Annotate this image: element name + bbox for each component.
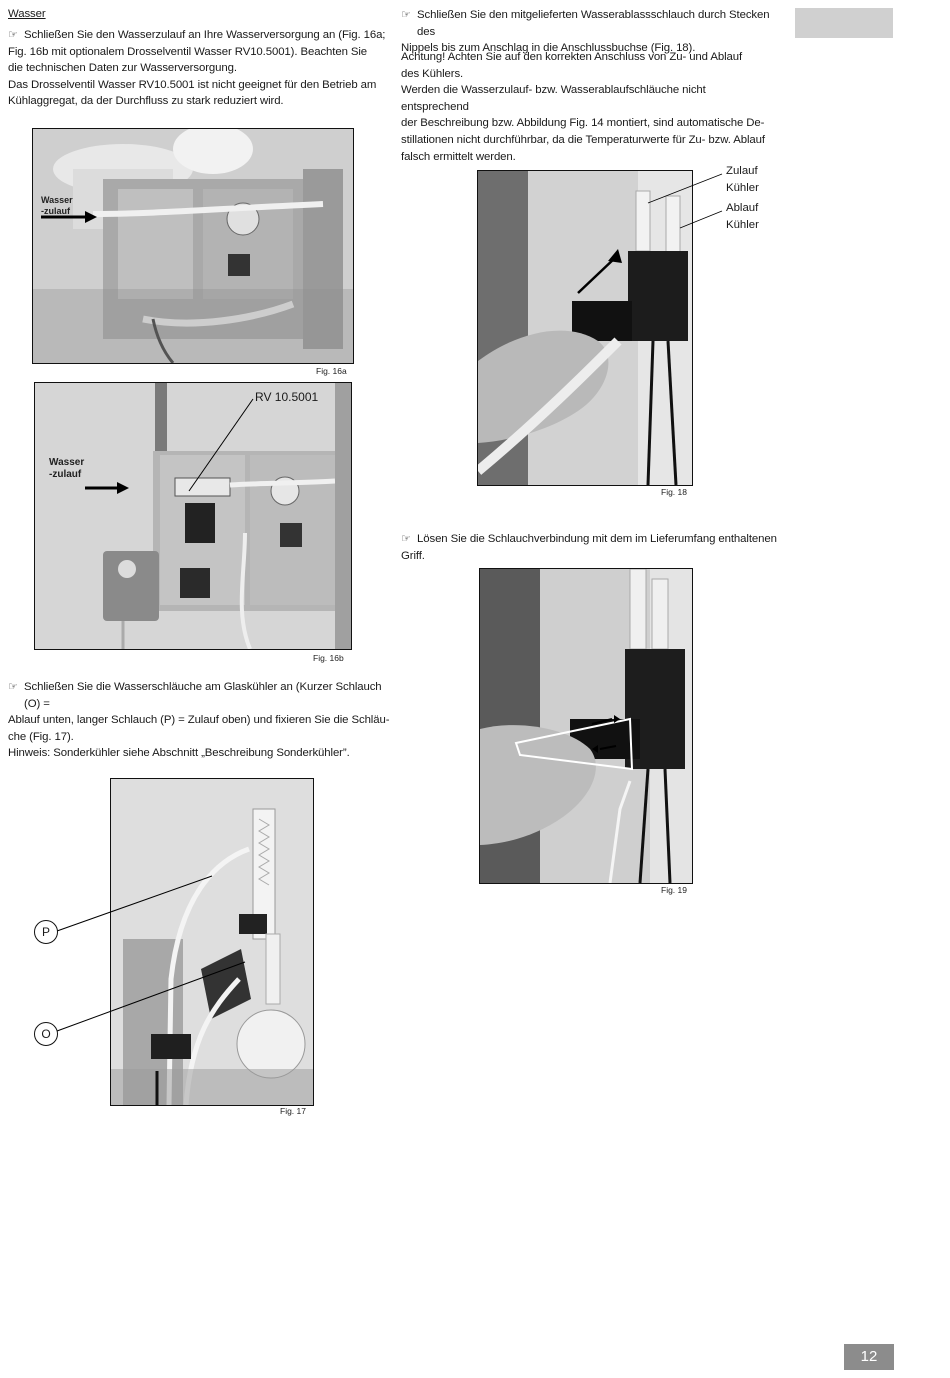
instruction-glass-condenser-hoses (8, 679, 396, 745)
pointing-hand-icon: ☞ (401, 533, 411, 545)
figure-16b-photo (34, 382, 352, 650)
text-line: Fig. 16b mit optionalem Drosselventil Wasser RV10.5001). Beachten Sie (8, 45, 368, 58)
evaporator-back-panel-illustration (33, 129, 353, 363)
label-ablauf-kuehler: Ablauf Kühler (726, 202, 759, 231)
page-number: 12 (844, 1344, 894, 1370)
pointing-hand-icon: ☞ (401, 9, 411, 21)
text-line: Nippels bis zum Anschlag in die Anschlussbuchse (Fig. 18). (401, 42, 696, 55)
text-line: Das Drosselventil Wasser RV10.5001 ist nicht geeignet für den Betrieb am (8, 78, 377, 91)
text-line: falsch ermittelt werden. (401, 150, 516, 163)
label-o-short-hose: O (34, 1022, 58, 1046)
figure-19-photo (479, 568, 693, 884)
text-line: der Beschreibung bzw. Abbildung Fig. 14 montiert, sind automatische De- (401, 117, 765, 130)
pointing-hand-icon: ☞ (8, 29, 18, 41)
hint-special-condenser: Hinweis: Sonderkühler siehe Abschnitt „Beschreibung Sonderkühler”. (8, 747, 350, 759)
figure-18-caption: Fig. 18 (661, 487, 687, 497)
figure-16b-caption: Fig. 16b (313, 653, 344, 663)
label-wasser-zulauf-16a: Wasser -zulauf (41, 195, 73, 216)
label-zulauf-kuehler: Zulauf Kühler (726, 165, 759, 194)
text-line: Griff. (401, 549, 425, 562)
text-line: Kühlaggregat, da der Durchfluss zu stark reduziert wird. (8, 95, 284, 108)
instruction-release-hose (401, 531, 789, 564)
figure-18-photo (477, 170, 693, 486)
evaporator-with-throttle-valve-illustration (35, 383, 351, 649)
text-line: stillationen nicht durchführbar, da die Temperaturwerte für Zu- bzw. Ablauf (401, 133, 765, 146)
figure-19-caption: Fig. 19 (661, 885, 687, 895)
text-line: Lösen Sie die Schlauchverbindung mit dem im Lieferumfang enthaltenen (417, 533, 777, 545)
text-line: Achtung! Achten Sie auf den korrekten Anschluss von Zu- und Ablauf (401, 51, 743, 63)
hose-connector-hand-illustration (478, 171, 692, 485)
header-tab-box (795, 8, 893, 38)
release-grip-hand-illustration (480, 569, 692, 883)
text-line: Schließen Sie den mitgelieferten Wasserablassschlauch durch Stecken des (417, 9, 770, 38)
warning-connection (401, 49, 773, 165)
instruction-water-supply (8, 27, 396, 110)
label-throttle-valve: RV 10.5001 (255, 390, 319, 404)
figure-16a-photo (32, 128, 354, 364)
text-line: Schließen Sie den Wasserzulauf an Ihre Wasserversorgung an (Fig. 16a; (24, 29, 386, 41)
text-line: Ablauf unten, langer Schlauch (P) = Zulauf oben) und fixieren Sie die Schläu- (8, 714, 390, 727)
text-line: des Kühlers. (401, 67, 464, 80)
label-p-long-hose: P (34, 920, 58, 944)
figure-17-photo (110, 778, 314, 1106)
figure-16a-caption: Fig. 16a (316, 366, 347, 376)
figure-17-caption: Fig. 17 (280, 1106, 306, 1116)
pointing-hand-icon: ☞ (8, 681, 18, 693)
text-line: Werden die Wasserzulauf- bzw. Wasserablaufschläuche nicht entsprechend (401, 84, 706, 113)
text-line: Schließen Sie die Wasserschläuche am Glaskühler an (Kurzer Schlauch (O) = (24, 681, 382, 710)
section-heading-wasser: Wasser (8, 8, 46, 20)
text-line: che (Fig. 17). (8, 730, 74, 743)
glass-condenser-illustration (111, 779, 313, 1105)
label-wasser-zulauf-16b: Wasser -zulauf (49, 457, 85, 480)
text-line: die technischen Daten zur Wasserversorgung. (8, 62, 237, 75)
